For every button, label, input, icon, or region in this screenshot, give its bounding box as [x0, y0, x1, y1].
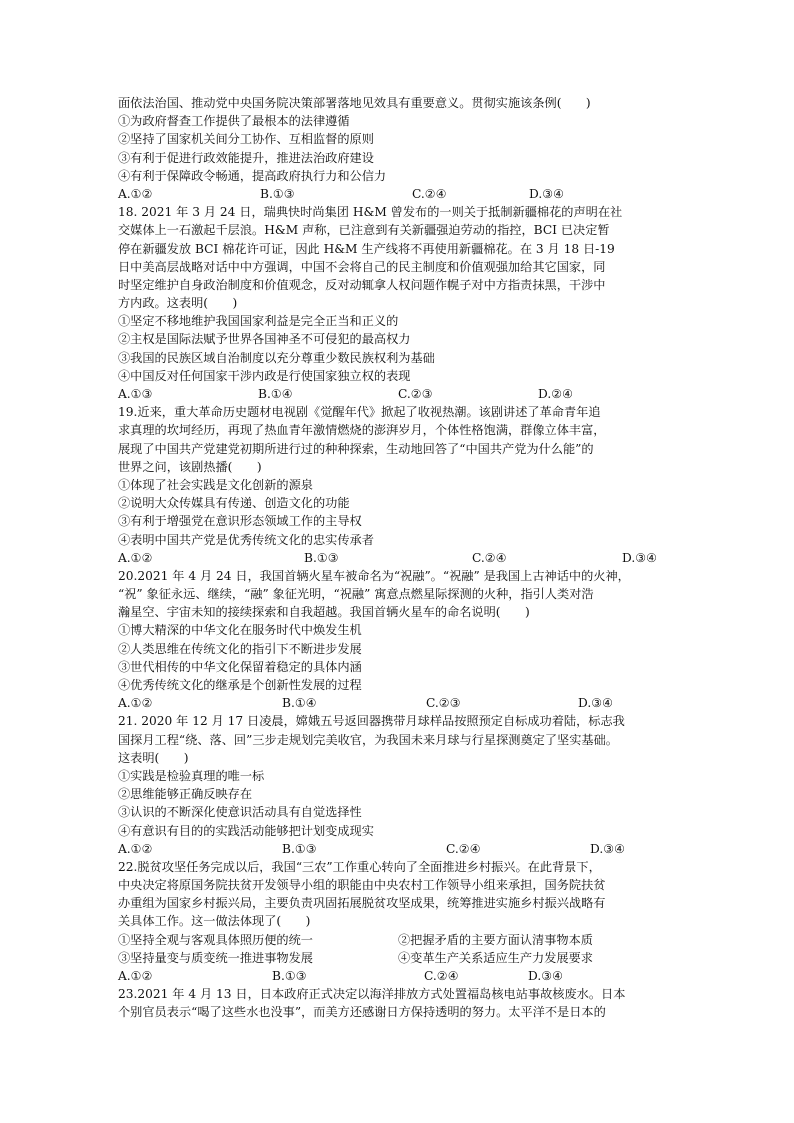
question-text: 19.近来，重大革命历史题材电视剧《觉醒年代》掀起了收视热潮。该剧讲述了革命青年追	[118, 405, 601, 420]
statement: ④有意识有目的的实践活动能够把计划变成现实	[118, 823, 374, 838]
option-d: D.③④	[622, 550, 658, 565]
question-18	[118, 203, 678, 403]
option-b: B.①③	[304, 550, 339, 565]
statement: ①为政府督查工作提供了最根本的法律遵循	[118, 114, 350, 129]
option-c: C.②③	[426, 696, 461, 711]
option-b: B.①④	[258, 387, 293, 401]
answer-options	[118, 385, 678, 403]
option-a: A.①②	[118, 696, 153, 711]
option-c: C.②④	[424, 969, 459, 983]
statement: ④变革生产关系适应生产力发展要求	[398, 950, 593, 965]
question-text: 求真理的坎坷经历，再现了热血青年激情燃烧的澎湃岁月，个体性格饱满，群像立体丰富，	[118, 423, 606, 438]
statement: ①实践是检验真理的唯一标	[118, 768, 265, 783]
statement: ④中国反对任何国家干涉内政是行使国家独立权的表现	[118, 368, 411, 383]
option-a: A.①②	[118, 969, 153, 983]
question-text: 22.脱贫攻坚任务完成以后，我国“三农”工作重心转向了全面推进乡村振兴。在此背景下，	[118, 859, 601, 874]
option-a: A.①③	[118, 387, 153, 401]
answer-options	[118, 549, 678, 567]
question-text: 20.2021 年 4 月 24 日，我国首辆火星车被命名为“祝融”。“祝融” 是我国上古神话中的火神，	[118, 568, 630, 583]
question-21	[118, 712, 678, 858]
question-text: 办重组为国家乡村振兴局，主要负责巩固拓展脱贫攻坚成果，统筹推进实施乡村振兴战略有	[118, 896, 606, 911]
statement: ④表明中国共产党是优秀传统文化的忠实传承者	[118, 532, 374, 547]
question-text: 面依法治国、推动党中央国务院决策部署落地见效具有重要意义。贯彻实施该条例( )	[118, 96, 591, 110]
answer-options	[118, 694, 678, 712]
question-text: 23.2021 年 4 月 13 日，日本政府正式决定以海洋排放方式处置福岛核电站事故核废水。日本	[118, 987, 626, 1002]
question-text: 世界之问，该剧热播( )	[118, 459, 262, 474]
option-b: B.①③	[282, 841, 317, 856]
question-text: 中央决定将原国务院扶贫开发领导小组的职能由中央农村工作领导小组来承担，国务院扶贫	[118, 878, 606, 893]
question-text: 瀚星空、宇宙未知的接续探索和自我超越。我国首辆火星车的命名说明( )	[118, 605, 530, 620]
option-b: B.①④	[282, 696, 317, 711]
option-c: C.②④	[472, 550, 507, 565]
option-d: D.③④	[578, 696, 614, 711]
question-text: 国探月工程“绕、落、回”三步走规划完美收官，为我国未来月球与行星探测奠定了坚实基础。	[118, 732, 618, 747]
question-17-tail	[118, 94, 678, 203]
question-text: 交媒体上一石激起千层浪。H&M 声称，已注意到有关新疆强迫劳动的指控，BCI 已决定暂	[118, 223, 610, 238]
option-b: B.①③	[260, 186, 295, 201]
exam-page	[118, 94, 678, 1022]
option-a: A.①②	[118, 186, 153, 201]
option-d: D.③④	[590, 841, 626, 856]
statement: ③我国的民族区域自治制度以充分尊重少数民族权利为基础	[118, 350, 435, 365]
statement-row	[118, 949, 678, 967]
statement: ③世代相传的中华文化保留着稳定的具体内涵	[118, 659, 362, 674]
question-text: 展现了中国共产党建党初期所进行过的种种探索，生动地回答了“中国共产党为什么能”的	[118, 441, 594, 456]
statement: ②说明大众传媒具有传递、创造文化的功能	[118, 496, 350, 511]
statement: ③坚持量变与质变统一推进事物发展	[118, 950, 313, 965]
statement: ④有利于保障政令畅通，提高政府执行力和公信力	[118, 168, 387, 183]
option-a: A.①②	[118, 550, 153, 565]
statement: ①博大精深的中华文化在服务时代中焕发生机	[118, 623, 362, 638]
answer-options	[118, 840, 678, 858]
question-text: 日中美高层战略对话中中方强调，中国不会将自己的民主制度和价值观强加给其它国家，同	[118, 259, 606, 274]
statement: ②人类思维在传统文化的指引下不断进步发展	[118, 641, 362, 656]
statement: ①坚定不移地维护我国国家利益是完全正当和正义的	[118, 314, 399, 329]
option-d: D.③④	[529, 186, 565, 201]
question-text: 方内政。这表明( )	[118, 296, 238, 311]
question-text: 18. 2021 年 3 月 24 日，瑞典快时尚集团 H&M 曾发布的一则关于抵制新疆棉花的声明在社	[118, 205, 623, 220]
option-c: C.②④	[412, 186, 447, 201]
option-d: D.②④	[538, 387, 574, 401]
question-text: 个别官员表示“喝了这些水也没事”，而美方还感谢日方保持透明的努力。太平洋不是日本的	[118, 1005, 606, 1020]
question-20	[118, 567, 678, 713]
statement: ③有利于增强党在意识形态领域工作的主导权	[118, 514, 362, 529]
question-22	[118, 858, 678, 985]
question-text: 这表明( )	[118, 750, 189, 765]
question-text: 21. 2020 年 12 月 17 日凌晨，嫦娥五号返回器携带月球样品按照预定自标成功着陆，标志我	[118, 714, 625, 729]
option-d: D.③④	[528, 969, 564, 983]
question-19	[118, 403, 678, 567]
statement: ②主权是国际法赋予世界各国神圣不可侵犯的最高权力	[118, 332, 411, 347]
statement: ③认识的不断深化使意识活动具有自觉选择性	[118, 805, 362, 820]
statement-row	[118, 931, 678, 949]
question-text: 关具体工作。这一做法体现了( )	[118, 914, 311, 929]
statement: ②把握矛盾的主要方面认清事物本质	[398, 932, 593, 947]
answer-options	[118, 185, 678, 203]
statement: ①体现了社会实践是文化创新的源泉	[118, 477, 313, 492]
question-text: 停在新疆发放 BCI 棉花许可证，因此 H&M 生产线将不再使用新疆棉花。在 3 月 18 日-19	[118, 241, 615, 256]
option-b: B.①③	[272, 969, 307, 983]
option-c: C.②③	[398, 387, 433, 401]
question-text: “祝” 象征永远、继续，“融” 象征光明，“祝融” 寓意点燃星际探测的火种，指引人类对浩	[118, 587, 594, 602]
statement: ④优秀传统文化的继承是个创新性发展的过程	[118, 678, 362, 692]
statement: ③有利于促进行政效能提升，推进法治政府建设	[118, 150, 374, 165]
statement: ②坚持了国家机关间分工协作、互相监督的原则	[118, 132, 374, 147]
question-text: 时坚定维护自身政治制度和价值观念，反对动辄拿人权问题作幌子对中方指责抹黑，干涉中	[118, 277, 606, 292]
answer-options	[118, 967, 678, 985]
option-c: C.②④	[446, 841, 481, 856]
statement: ②思维能够正确反映存在	[118, 787, 253, 802]
option-a: A.①②	[118, 841, 153, 856]
statement: ①坚持全观与客观具体照历便的统一	[118, 932, 313, 947]
question-23-head	[118, 985, 678, 1021]
